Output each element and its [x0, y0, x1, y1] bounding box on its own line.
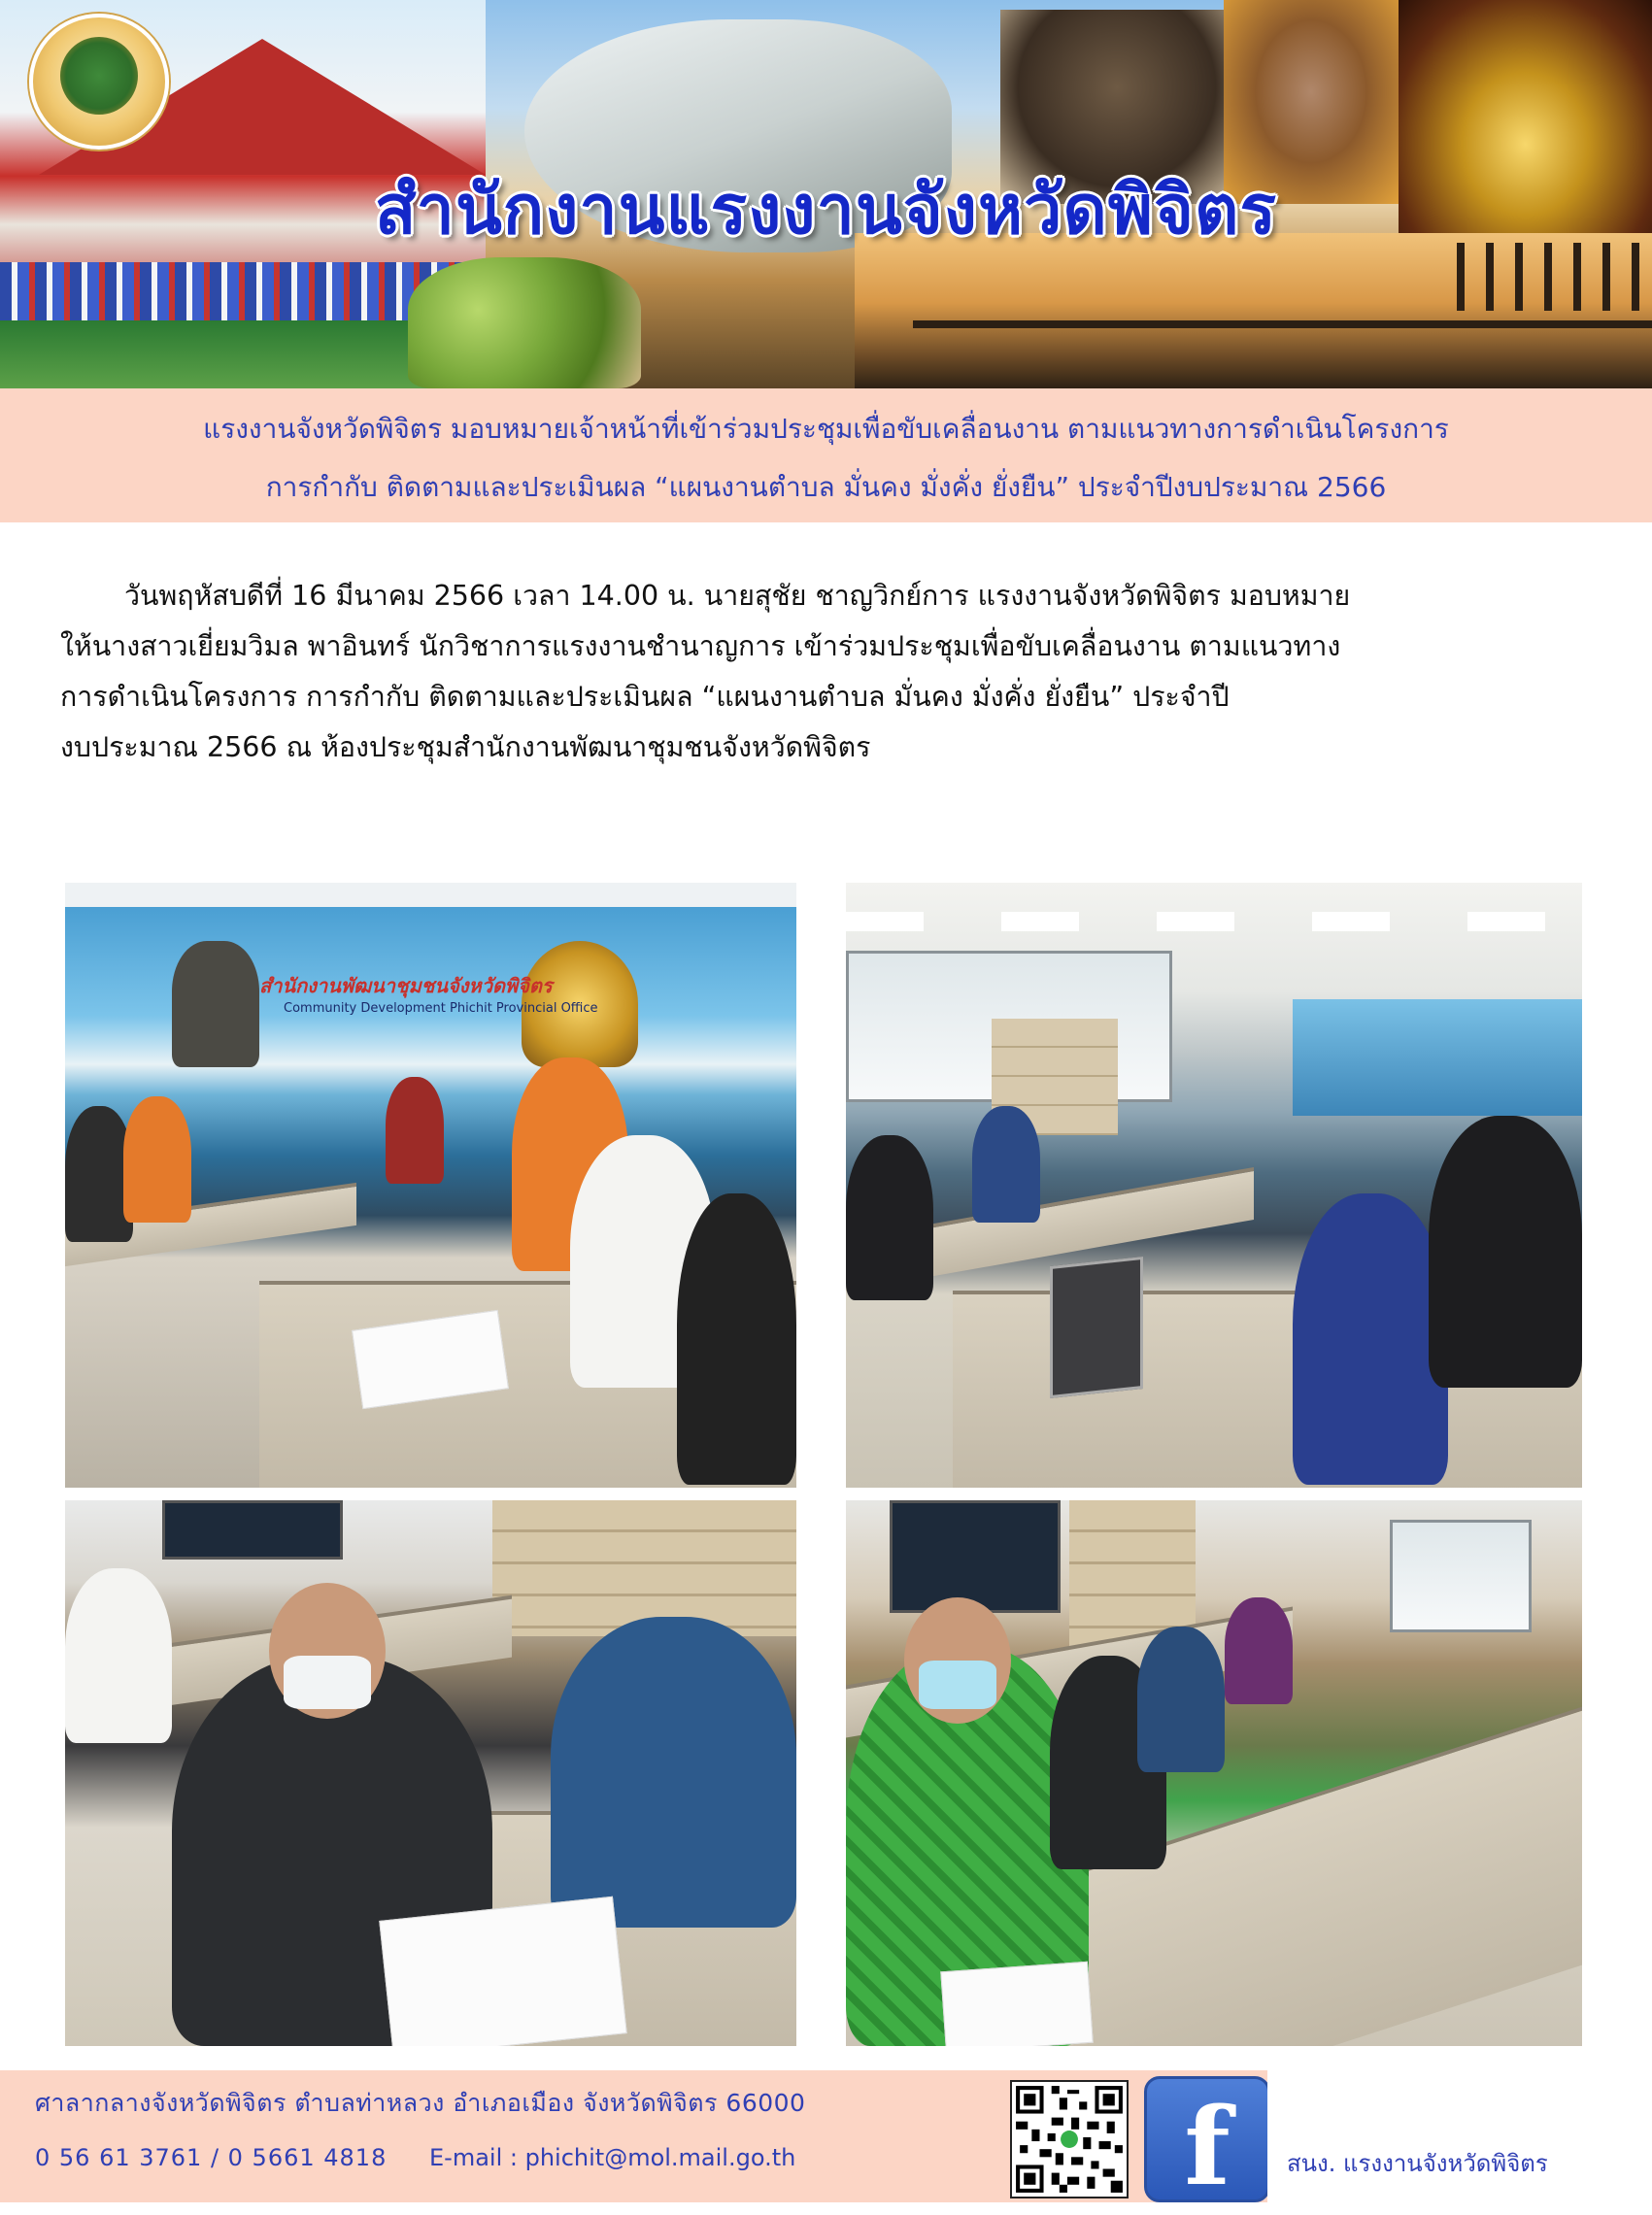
backdrop-banner: [1293, 999, 1582, 1116]
body-line: วันพฤหัสบดีที่ 16 มีนาคม 2566 เวลา 14.00 น. นายสุชัย ชาญวิกย์การ แรงงานจังหวัดพิจิตร มอบหมาย: [124, 580, 1351, 612]
laptop: [1050, 1257, 1143, 1398]
headline-line-2: การกำกับ ติดตามและประเมินผล “แผนงานตำบล มั่นคง มั่งคั่ง ยั่งยืน” ประจำปีงบประมาณ 2566: [265, 471, 1387, 503]
facebook-icon[interactable]: [1144, 2076, 1270, 2209]
face-mask: [284, 1656, 371, 1709]
meeting-photo-3: [65, 1500, 796, 2046]
body-line: ให้นางสาวเยี่ยมวิมล พาอินทร์ นักวิชาการแรงงานชำนาญการ เข้าร่วมประชุมเพื่อขับเคลื่อนงาน ตามแนวทาง: [60, 630, 1341, 662]
body-line: การดำเนินโครงการ การกำกับ ติดตามและประเมินผล “แผนงานตำบล มั่นคง มั่งคั่ง ยั่งยืน” ประจำปี: [60, 681, 1230, 713]
backdrop-sign-english: Community Development Phichit Provincial Office: [284, 1001, 598, 1016]
email-link[interactable]: E-mail : phichit@mol.mail.go.th: [429, 2144, 796, 2171]
attendee: [551, 1617, 796, 1928]
attendee: [386, 1077, 444, 1184]
ceiling-lights: [846, 912, 1582, 931]
statue-figure: [172, 941, 259, 1067]
face-mask: [919, 1661, 996, 1709]
facebook-f-glyph: f: [1184, 2084, 1231, 2209]
meeting-photo-4: [846, 1500, 1582, 2046]
attendee: [1225, 1597, 1293, 1704]
tv-screen: [162, 1500, 343, 1560]
meeting-photo-1: [65, 883, 796, 1488]
facebook-page-name[interactable]: สนง. แรงงานจังหวัดพิจิตร: [1287, 2150, 1548, 2177]
body-line: งบประมาณ 2566 ณ ห้องประชุมสำนักงานพัฒนาชุมชนจังหวัดพิจิตร: [60, 731, 871, 763]
logo-emblem-icon: [60, 37, 138, 115]
attendee: [972, 1106, 1040, 1223]
header-banner: [0, 0, 1652, 388]
meeting-photo-2: [846, 883, 1582, 1488]
attendee: [1137, 1627, 1225, 1772]
document: [379, 1896, 627, 2046]
address: ศาลากลางจังหวัดพิจิตร ตำบลท่าหลวง อำเภอเมือง จังหวัดพิจิตร 66000: [35, 2089, 806, 2117]
attendee: [1429, 1116, 1582, 1388]
news-body: [60, 571, 1595, 773]
pier-walkway: [913, 320, 1652, 328]
backdrop-sign-thai: สำนักงานพัฒนาชุมชนจังหวัดพิจิตร: [259, 974, 553, 997]
tv-screen: [890, 1500, 1061, 1613]
attendee: [677, 1193, 796, 1485]
qr-code-icon[interactable]: [1010, 2080, 1129, 2198]
document: [940, 1962, 1093, 2046]
attendee: [846, 1135, 933, 1300]
box-stack: [492, 1500, 796, 1636]
attendee: [65, 1568, 172, 1743]
attendee: [1293, 1193, 1448, 1485]
headline-line-1: แรงงานจังหวัดพิจิตร มอบหมายเจ้าหน้าที่เข้าร่วมประชุมเพื่อขับเคลื่อนงาน ตามแนวทางการดำเนินโครงการ: [203, 413, 1449, 445]
ministry-logo: [29, 14, 169, 150]
phone-numbers: 0 56 61 3761 / 0 5661 4818: [35, 2144, 388, 2171]
footer: [0, 2070, 1652, 2209]
pomelo-basket-photo: [408, 257, 641, 388]
headline-band: [0, 388, 1652, 522]
office-title: สำนักงานแรงงานจังหวัดพิจิตร: [374, 170, 1278, 250]
window: [1390, 1520, 1532, 1632]
attendee: [123, 1096, 191, 1223]
facebook-panel: [1267, 2070, 1652, 2202]
